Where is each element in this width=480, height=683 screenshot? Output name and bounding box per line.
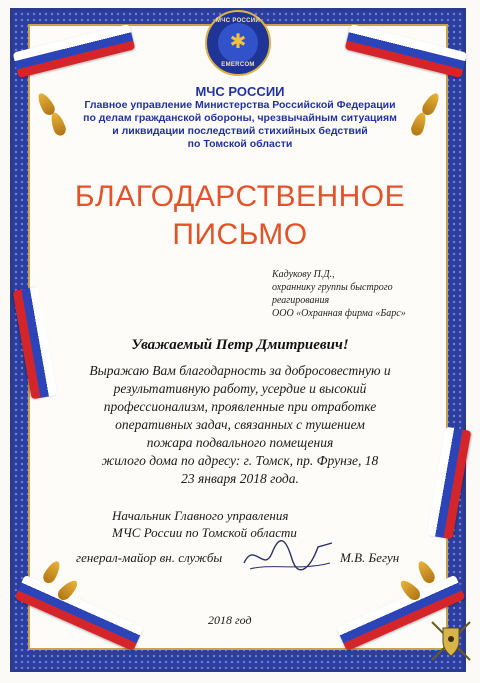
recipient-position: охраннику группы быстрого: [272, 282, 393, 293]
recipient-position-cont: реагирования: [272, 295, 330, 306]
document-title-line-1: БЛАГОДАРСТВЕННОЕ: [74, 180, 406, 213]
body-line: результативную работу, усердие и высокий: [113, 381, 367, 396]
header-line-3: и ликвидации последствий стихийных бедствий: [112, 125, 368, 137]
body-line: жилого дома по адресу: г. Томск, пр. Фрунзе, 18: [101, 453, 379, 468]
body-line: Выражаю Вам благодарность за добросовестную и: [89, 363, 391, 378]
body-line: профессионализм, проявленные при отработке: [103, 399, 377, 414]
header-line-4: по Томской области: [187, 138, 293, 150]
recipient-block: [272, 268, 442, 320]
body-line: оперативных задач, связанных с тушением: [115, 417, 365, 432]
recipient-name: Кадукову П.Д.,: [272, 269, 335, 280]
emercom-emblem: [205, 10, 271, 76]
body-line: 23 января 2018 года.: [181, 471, 299, 486]
signatory-name: М.В. Бегун: [340, 550, 400, 565]
signatory-position-line-2: МЧС России по Томской области: [112, 525, 297, 540]
header-line-2: по делам гражданской обороны, чрезвычайным ситуациям: [83, 112, 397, 124]
emercom-star-icon: ✱: [229, 31, 247, 53]
emblem-top-text: МЧС РОССИИ: [215, 18, 261, 24]
emblem-bottom-text: EMERCOM: [221, 62, 255, 68]
signatory-position-line-1: Начальник Главного управления: [112, 508, 289, 523]
greeting: Уважаемый Петр Дмитриевич!: [131, 337, 349, 353]
handwritten-signature: [240, 533, 336, 577]
shield-swords-stamp-icon: [428, 618, 474, 664]
body-line: пожара подвального помещения: [146, 435, 334, 450]
document-year: 2018 год: [208, 613, 252, 627]
document-title-line-2: ПИСЬМО: [172, 218, 308, 251]
agency-name: МЧС РОССИИ: [195, 84, 285, 99]
signatory-rank: генерал-майор вн. службы: [76, 550, 223, 565]
header-line-1: Главное управление Министерства Российской Федерации: [84, 99, 396, 111]
recipient-company: ООО «Охранная фирма «Барс»: [272, 308, 406, 319]
